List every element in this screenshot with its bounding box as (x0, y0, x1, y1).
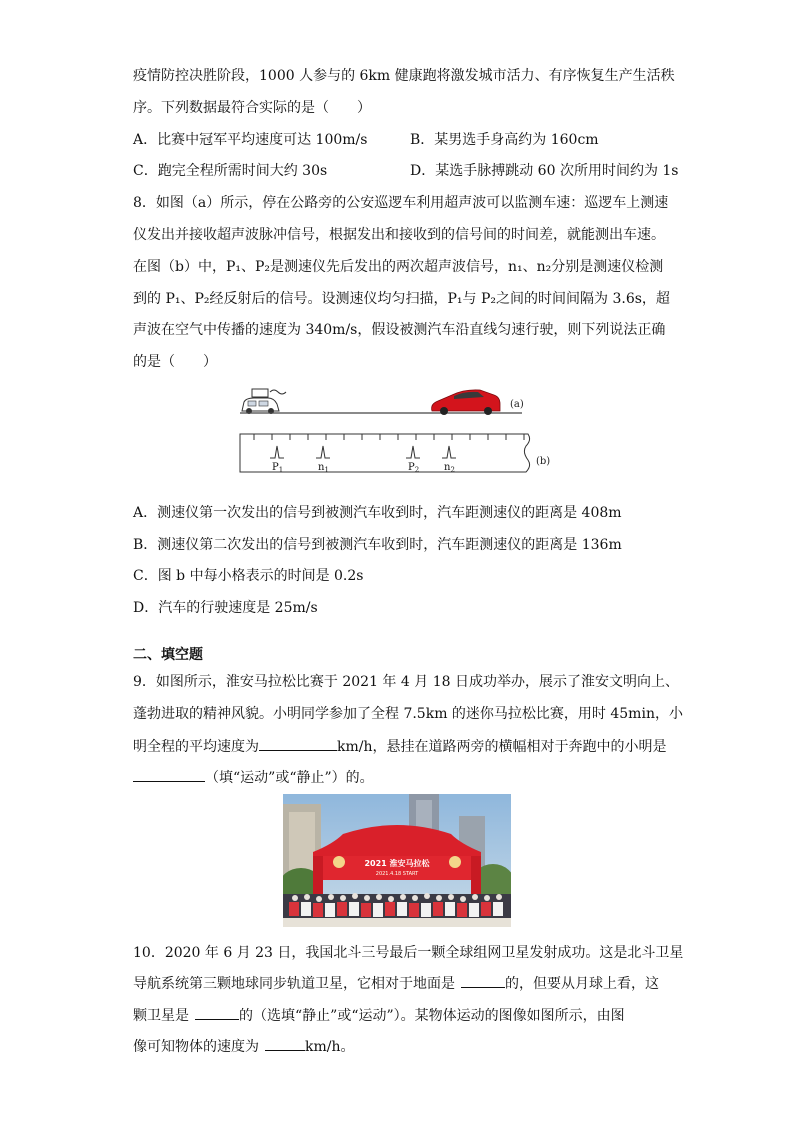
q10-line4 (133, 1036, 355, 1057)
q10-line3 (133, 1005, 625, 1026)
q10-blank-speed[interactable] (265, 1036, 305, 1051)
q8-line4: 到的 P₁、P₂经反射后的信号。设测速仪均匀扫描，P₁与 P₂之间的时间间隔为 3.6s，超 (133, 291, 670, 307)
red-car-icon (432, 390, 500, 415)
marathon-photo-illustration (283, 794, 511, 927)
pulse-label-n1: $n_1$ (318, 462, 329, 474)
scan-tape (240, 434, 530, 472)
pulse-n1 (316, 446, 330, 458)
pulse-label-n2: $n_2$ (444, 462, 455, 474)
q10-line1: 10．2020 年 6 月 23 日，我国北斗三号最后一颗全球组网卫星发射成功。这是北斗卫星 (133, 945, 684, 961)
q8-line2: 仪发出并接收超声波脉冲信号，根据发出和接收到的信号间的时间差，就能测出车速。 (133, 227, 665, 243)
q10-line2-post: 的，但要从月球上看，这 (505, 976, 659, 992)
q8-line6: 的是（ ） (133, 354, 217, 370)
pulse-label-p1: $P_1$ (272, 462, 284, 474)
q7-option-c: C．跑完全程所需时间大约 30s (133, 163, 328, 179)
q9-line3-post: km/h，悬挂在道路两旁的横幅相对于奔跑中的小明是 (337, 739, 667, 755)
q9-line4 (133, 767, 374, 788)
figure-label-b: (b) (536, 456, 551, 467)
q8-line3: 在图（b）中，P₁、P₂是测速仪先后发出的两次超声波信号，n₁、n₂分别是测速仪检测 (133, 259, 664, 275)
pulse-n2 (442, 446, 456, 458)
police-car-icon (242, 389, 286, 414)
q9-line3-pre: 明全程的平均速度为 (133, 739, 259, 755)
arch-banner-text: 2021 淮安马拉松 (364, 859, 430, 868)
q9-blank-speed[interactable] (259, 736, 337, 751)
q7-stem-line2: 序。下列数据最符合实际的是（ ） (133, 100, 371, 116)
q9-line1: 9．如图所示，淮安马拉松比赛于 2021 年 4 月 18 日成功举办，展示了淮安文明向上、 (133, 674, 679, 690)
q7-stem-line1: 疫情防控决胜阶段，1000 人参与的 6km 健康跑将激发城市活力、有序恢复生产生活秩 (133, 68, 675, 84)
q7-option-d: D．某选手脉搏跳动 60 次所用时间约为 1s (410, 163, 679, 179)
q8-figure (232, 380, 562, 490)
q10-line2-pre: 导航系统第三颗地球同步轨道卫星，它相对于地面是 (133, 976, 455, 992)
q8-option-b: B．测速仪第二次发出的信号到被测汽车收到时，汽车距测速仪的距离是 136m (133, 537, 622, 553)
q9-line3 (133, 736, 667, 757)
q8-option-a: A．测速仪第一次发出的信号到被测汽车收到时，汽车距测速仪的距离是 408m (133, 505, 622, 521)
q10-line2 (133, 973, 659, 994)
q10-blank-moon[interactable] (195, 1005, 239, 1020)
q10-line3-post: 的（选填“静止”或“运动”）。某物体运动的图像如图所示，由图 (239, 1008, 625, 1024)
q10-line3-pre: 颗卫星是 (133, 1008, 189, 1024)
q10-line4-post: km/h。 (305, 1039, 355, 1055)
pulse-p2 (406, 446, 420, 458)
section-title-fill-blank: 二、填空题 (133, 647, 203, 663)
q9-line4-post: （填“运动”或“静止”）的。 (205, 770, 374, 786)
tick-marks (254, 434, 524, 440)
q10-line4-pre: 像可知物体的速度为 (133, 1039, 259, 1055)
q7-option-a: A．比赛中冠军平均速度可达 100m/s (133, 132, 368, 148)
marathon-photo (283, 794, 511, 927)
q8-option-c: C．图 b 中每小格表示的时间是 0.2s (133, 568, 364, 584)
pulse-p1 (270, 446, 284, 458)
q8-line1: 8．如图（a）所示，停在公路旁的公安巡逻车利用超声波可以监测车速：巡逻车上测速 (133, 195, 669, 211)
pulse-label-p2: $P_2$ (408, 462, 420, 474)
q9-line2: 蓬勃进取的精神风貌。小明同学参加了全程 7.5km 的迷你马拉松比赛，用时 45min，小 (133, 706, 683, 722)
q8-line5: 声波在空气中传播的速度为 340m/s，假设被测汽车沿直线匀速行驶，则下列说法正确 (133, 322, 666, 338)
q10-blank-ground[interactable] (461, 973, 505, 988)
figure-label-a: (a) (510, 399, 524, 410)
q8-option-d: D．汽车的行驶速度是 25m/s (133, 600, 318, 616)
arch-banner-sub: 2021.4.18 START (375, 871, 419, 877)
q9-blank-motion[interactable] (133, 767, 205, 782)
q7-option-b: B．某男选手身高约为 160cm (410, 132, 599, 148)
pulse-peaks (270, 446, 456, 458)
